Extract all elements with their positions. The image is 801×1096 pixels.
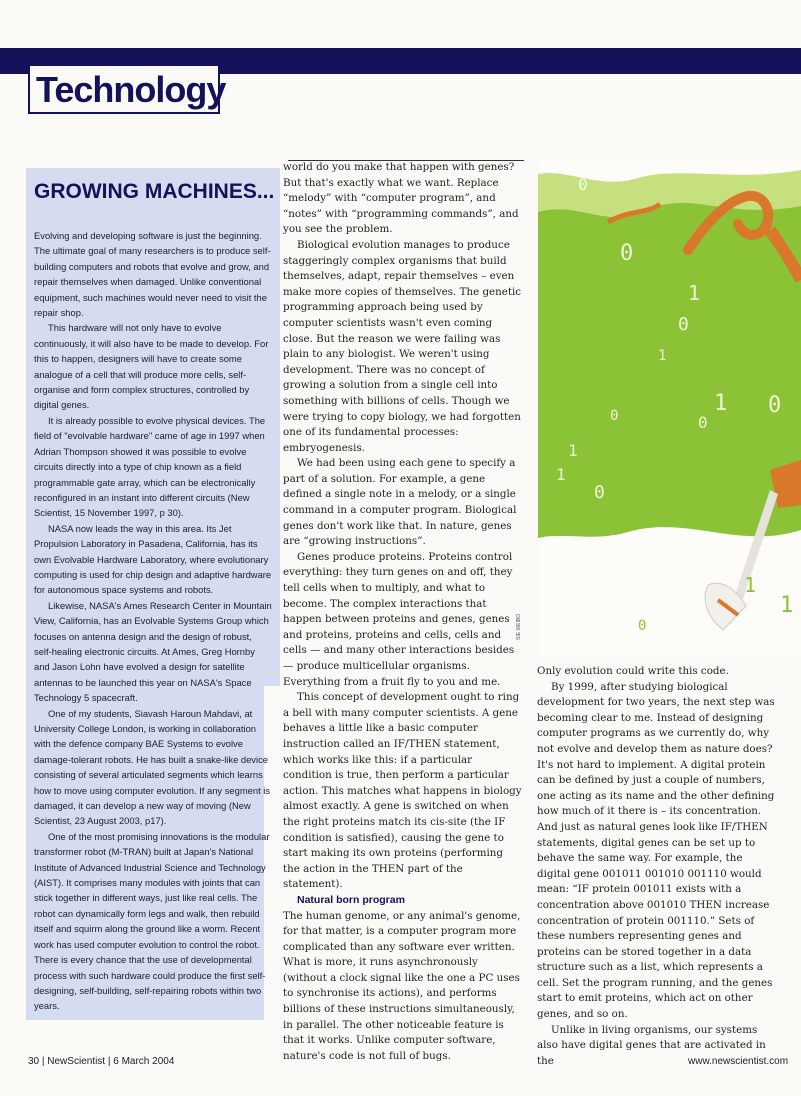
article-paragraph: world do you make that happen with genes? But that's exactly what we want. Replace “melody” with “computer program”, and “notes” with “programming commands”, and you see the problem. xyxy=(283,161,519,236)
article-paragraph: Biological evolution manages to produce staggeringly complex organisms that build themselves, adapt, repair themselves – even make more copies of themselves. The genetic programming approach being used by computer scientists wasn't even coming close. But the reason we were failing was plain to any biologist. We weren't using development. There was no concept of growing a solution from a single cell into something with billions of cells. Though we were trying to copy biology, we had forgotten one of its fundamental processes: embryogenesis. xyxy=(283,238,522,454)
art-digit: 0 xyxy=(678,314,689,335)
art-digit: 1 xyxy=(556,465,566,484)
art-digit: 1 xyxy=(744,573,757,597)
article-column-3 xyxy=(537,664,775,1069)
article-paragraph: By 1999, after studying biological development for two years, the next step was becoming clear to me. Instead of designing computer programs as we currently do, why not evolve and develop them as nature does? It's not hard to implement. A digital protein can be defined by just a couple of numbers, one acting as its name and the other defining how much of it there is – its concentration. And just as natural genes look like IF/THEN statements, digital genes can be set up to behave the same way. For example, the digital gene 001011 001010 001110 would mean: “IF protein 001011 exists with a concentration above 001010 THEN increase concentration of protein 001110.” Sets of these numbers representing genes and proteins can be stored together in a data structure such as a list, which represents a cell. Set the program running, and the genes start to emit proteins, which act on other genes, and so on. xyxy=(537,680,775,1021)
illustration-credit: SIE WEIBO xyxy=(516,613,522,640)
art-digit: 0 xyxy=(698,413,708,432)
article-paragraph: The human genome, or any animal's genome, for that matter, is a computer program more complicated than any software ever written. What is more, it runs asynchronously (without a clock signal like the one a PC uses to synchronise its actions), and performs billions of these instructions simultaneously, in parallel. The other noticeable feature is that it works. Unlike computer software, nature's code is not full of bugs. xyxy=(283,909,521,1062)
sidebar-paragraph: This hardware will not only have to evolve continuously, it will also have to be made to develop. For this to happen, designers will have to create some analogue of a cell that will produce more cells, self-organise and form complex structures, controlled by digital genes. xyxy=(34,322,269,411)
art-digit: 1 xyxy=(688,281,701,305)
article-paragraph: Unlike in living organisms, our systems also have digital genes that are activated in the xyxy=(537,1023,766,1067)
art-digit: 0 xyxy=(578,175,588,194)
sidebar-paragraph: It is already possible to evolve physical devices. The field of "evolvable hardware" came of age in 1997 when Adrian Thompson showed it was possible to evolve circuits directly into a type of chip known as a field programmable gate array, which can be electronically reconfigured in an instant into different circuits (New Scientist, 15 November 1997, p 30). xyxy=(34,414,266,519)
sidebar-paragraph: Likewise, NASA's Ames Research Center in Mountain View, California, has an Evolvable Systems Group which focuses on antenna design and the design of robust, self-healing electronic circuits. At Ames, Greg Hornby and Jason Lohn have evolved a design for satellite antennas to be launched this year on NASA's Space Technology 5 spacecraft. xyxy=(34,599,272,704)
article-paragraph: Only evolution could write this code. xyxy=(537,665,729,677)
page-footer-left: 30 | NewScientist | 6 March 2004 xyxy=(28,1056,175,1067)
art-digit: 0 xyxy=(610,408,619,424)
art-digit: 0 xyxy=(768,393,782,418)
sidebar-paragraph: One of my students, Siavash Haroun Mahdavi, at University College London, is working in collaboration with the defence company BAE Systems to evolve damage-tolerant robots. He has built a snake-like device consisting of several articulated segments which learns how to move using computer evolution. If any segment is damaged, it can develop a new way of moving (New Scientist, 23 August 2003, p17). xyxy=(34,707,271,827)
subheading: Natural born program xyxy=(297,893,405,906)
page-footer-url: www.newscientist.com xyxy=(688,1056,789,1067)
article-paragraph: We had been using each gene to specify a part of a solution. For example, a gene defined a single note in a melody, or a single command in a computer program. Biological genes don't work like that. In nature, genes are “growing instructions”. xyxy=(283,457,517,548)
illustration-graphic xyxy=(538,160,801,658)
art-digit: 0 xyxy=(620,241,634,266)
article-paragraph: Genes produce proteins. Proteins control everything: they turn genes on and off, they tell cells when to multiply, and what to become. The complex interactions that happen between proteins and genes, genes and proteins, proteins and cells, cells and cells — and many other interactions besides — produce multicellular organisms. Everything from a fruit fly to you and me. xyxy=(283,550,515,688)
sidebar-paragraph: NASA now leads the way in this area. Its Jet Propulsion Laboratory in Pasadena, California, has its own Evolvable Hardware Laboratory, where evolutionary computing is used for chip design and adaptive hardware for autonomous space systems and robots. xyxy=(34,522,272,596)
sidebar-paragraph: One of the most promising innovations is the modular transformer robot (M-TRAN) built at Japan's National Institute of Advanced Industrial Science and Technology (AIST). It comprises many modules with joints that can stick together in different ways, just like real cells. The robot can dynamically form legs and walk, then rebuild itself and squirm along the ground like a worm. Recent work has used computer evolution to control the robot. There is every chance that the use of developmental process with such hardware could produce the first self-designing, self-building, self-repairing robots within two years. xyxy=(34,830,270,1012)
sidebar-title: GROWING MACHINES... xyxy=(34,180,275,203)
art-digit: 1 xyxy=(568,441,578,460)
sidebar-paragraph: Evolving and developing software is just the beginning. The ultimate goal of many researchers is to produce self-building computers and robots that evolve and grow, and repair themselves when damaged. Unlike conventional equipment, such machines would never need to visit the repair shop. xyxy=(34,230,271,319)
art-digit: 1 xyxy=(658,348,667,364)
art-digit: 1 xyxy=(780,593,794,618)
art-digit: 0 xyxy=(638,618,647,634)
section-title: Technology xyxy=(36,69,226,110)
article-column-2 xyxy=(283,160,523,1064)
section-label-box xyxy=(28,64,226,114)
illustration xyxy=(538,160,801,658)
art-digit: 0 xyxy=(594,482,605,503)
sidebar-body xyxy=(34,228,272,1014)
article-paragraph: This concept of development ought to ring a bell with many computer scientists. A gene behaves a little like a basic computer instruction called an IF/THEN statement, which works like this: if a particular condition is true, then perform a particular action. This matches what happens in biology almost exactly. A gene is switched on when the right proteins match its cis-site (the IF condition is satisfied), causing the gene to start making its own proteins (performing the action in the THEN part of the statement). xyxy=(283,691,522,891)
art-digit: 1 xyxy=(714,391,728,416)
